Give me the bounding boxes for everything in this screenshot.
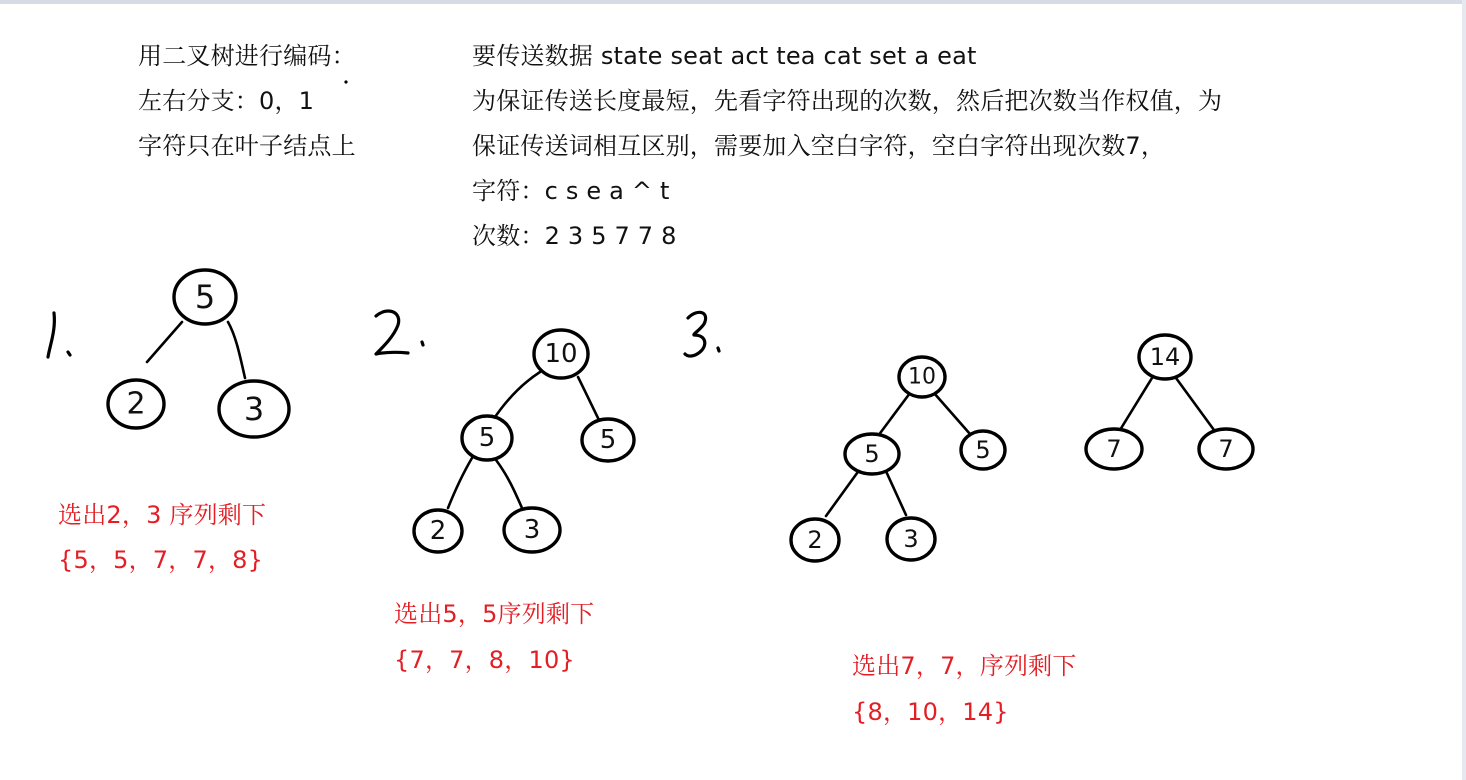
note-binary-tree-encoding: 用二叉树进行编码： — [138, 42, 356, 70]
tree-node — [219, 381, 289, 437]
tree-edge — [885, 469, 906, 515]
step1-marker — [48, 313, 70, 357]
node-label: 2 — [126, 386, 146, 422]
node-label: 5 — [194, 278, 216, 316]
tree-node — [1139, 335, 1191, 379]
step3-note-selected: 选出7，7，序列剩下 — [852, 652, 1077, 680]
tree-node — [899, 357, 945, 397]
tree-node — [414, 510, 462, 552]
tree-node — [845, 434, 899, 474]
node-label: 3 — [523, 515, 541, 545]
tree-node — [961, 431, 1005, 469]
node-label: 10 — [544, 339, 578, 369]
node-label: 5 — [478, 423, 496, 453]
tree-node — [791, 519, 839, 561]
step2-note-selected: 选出5，5序列剩下 — [394, 600, 595, 628]
tree-edge — [1120, 378, 1152, 430]
tree-edge — [934, 393, 970, 434]
node-label: 10 — [908, 364, 936, 390]
node-label: 5 — [975, 436, 991, 464]
note-blank-char: 保证传送词相互区别，需要加入空白字符，空白字符出现次数7， — [472, 132, 1166, 160]
tree-edge — [147, 322, 182, 362]
tree-node — [108, 380, 164, 428]
tree-node — [582, 419, 634, 461]
node-label: 14 — [1149, 343, 1181, 371]
tree-node — [887, 518, 935, 560]
tree-node — [1199, 429, 1253, 469]
tree-edge — [826, 469, 860, 516]
node-label: 5 — [599, 425, 617, 455]
tree-node — [534, 330, 588, 378]
step3-marker — [685, 312, 719, 356]
ink-dot — [344, 80, 347, 83]
node-label: 2 — [429, 516, 447, 546]
note-branch-values: 左右分支：0，1 — [138, 87, 315, 115]
tree-node — [1086, 429, 1142, 469]
tree-step1 — [108, 270, 289, 437]
node-label: 3 — [243, 390, 265, 428]
tree-node — [504, 508, 560, 552]
tree-edge — [228, 322, 245, 378]
characters-row: 字符：c s e a ^ t — [472, 177, 670, 205]
node-label: 5 — [864, 440, 880, 468]
note-data-to-send: 要传送数据 state seat act tea cat set a eat — [472, 42, 977, 70]
tree-edge — [1176, 378, 1214, 430]
node-label: 2 — [807, 526, 823, 554]
tree-edge — [496, 460, 522, 508]
node-label: 7 — [1218, 435, 1234, 463]
note-leaf-only: 字符只在叶子结点上 — [138, 132, 356, 160]
tree-edge — [578, 377, 600, 422]
tree-edge — [878, 393, 910, 436]
step2-marker — [376, 311, 423, 354]
note-shortest-length: 为保证传送长度最短，先看字符出现的次数，然后把次数当作权值，为 — [472, 87, 1223, 115]
tree-edge — [493, 372, 540, 420]
node-label: 3 — [903, 525, 919, 553]
tree-edge — [448, 458, 472, 508]
step3-note-remaining: {8，10，14} — [852, 698, 1009, 726]
tree-step2 — [414, 330, 634, 552]
tree-node — [462, 416, 512, 460]
step2-note-remaining: {7，7，8，10} — [394, 646, 575, 674]
tree-step3-right — [1086, 335, 1253, 469]
counts-row: 次数：2 3 5 7 7 8 — [472, 222, 677, 250]
step1-note-remaining: {5，5，7，7，8} — [58, 546, 264, 574]
step1-note-selected: 选出2，3 序列剩下 — [58, 501, 267, 529]
node-label: 7 — [1106, 435, 1122, 463]
tree-node — [174, 270, 236, 324]
tree-step3-left — [791, 357, 1005, 561]
